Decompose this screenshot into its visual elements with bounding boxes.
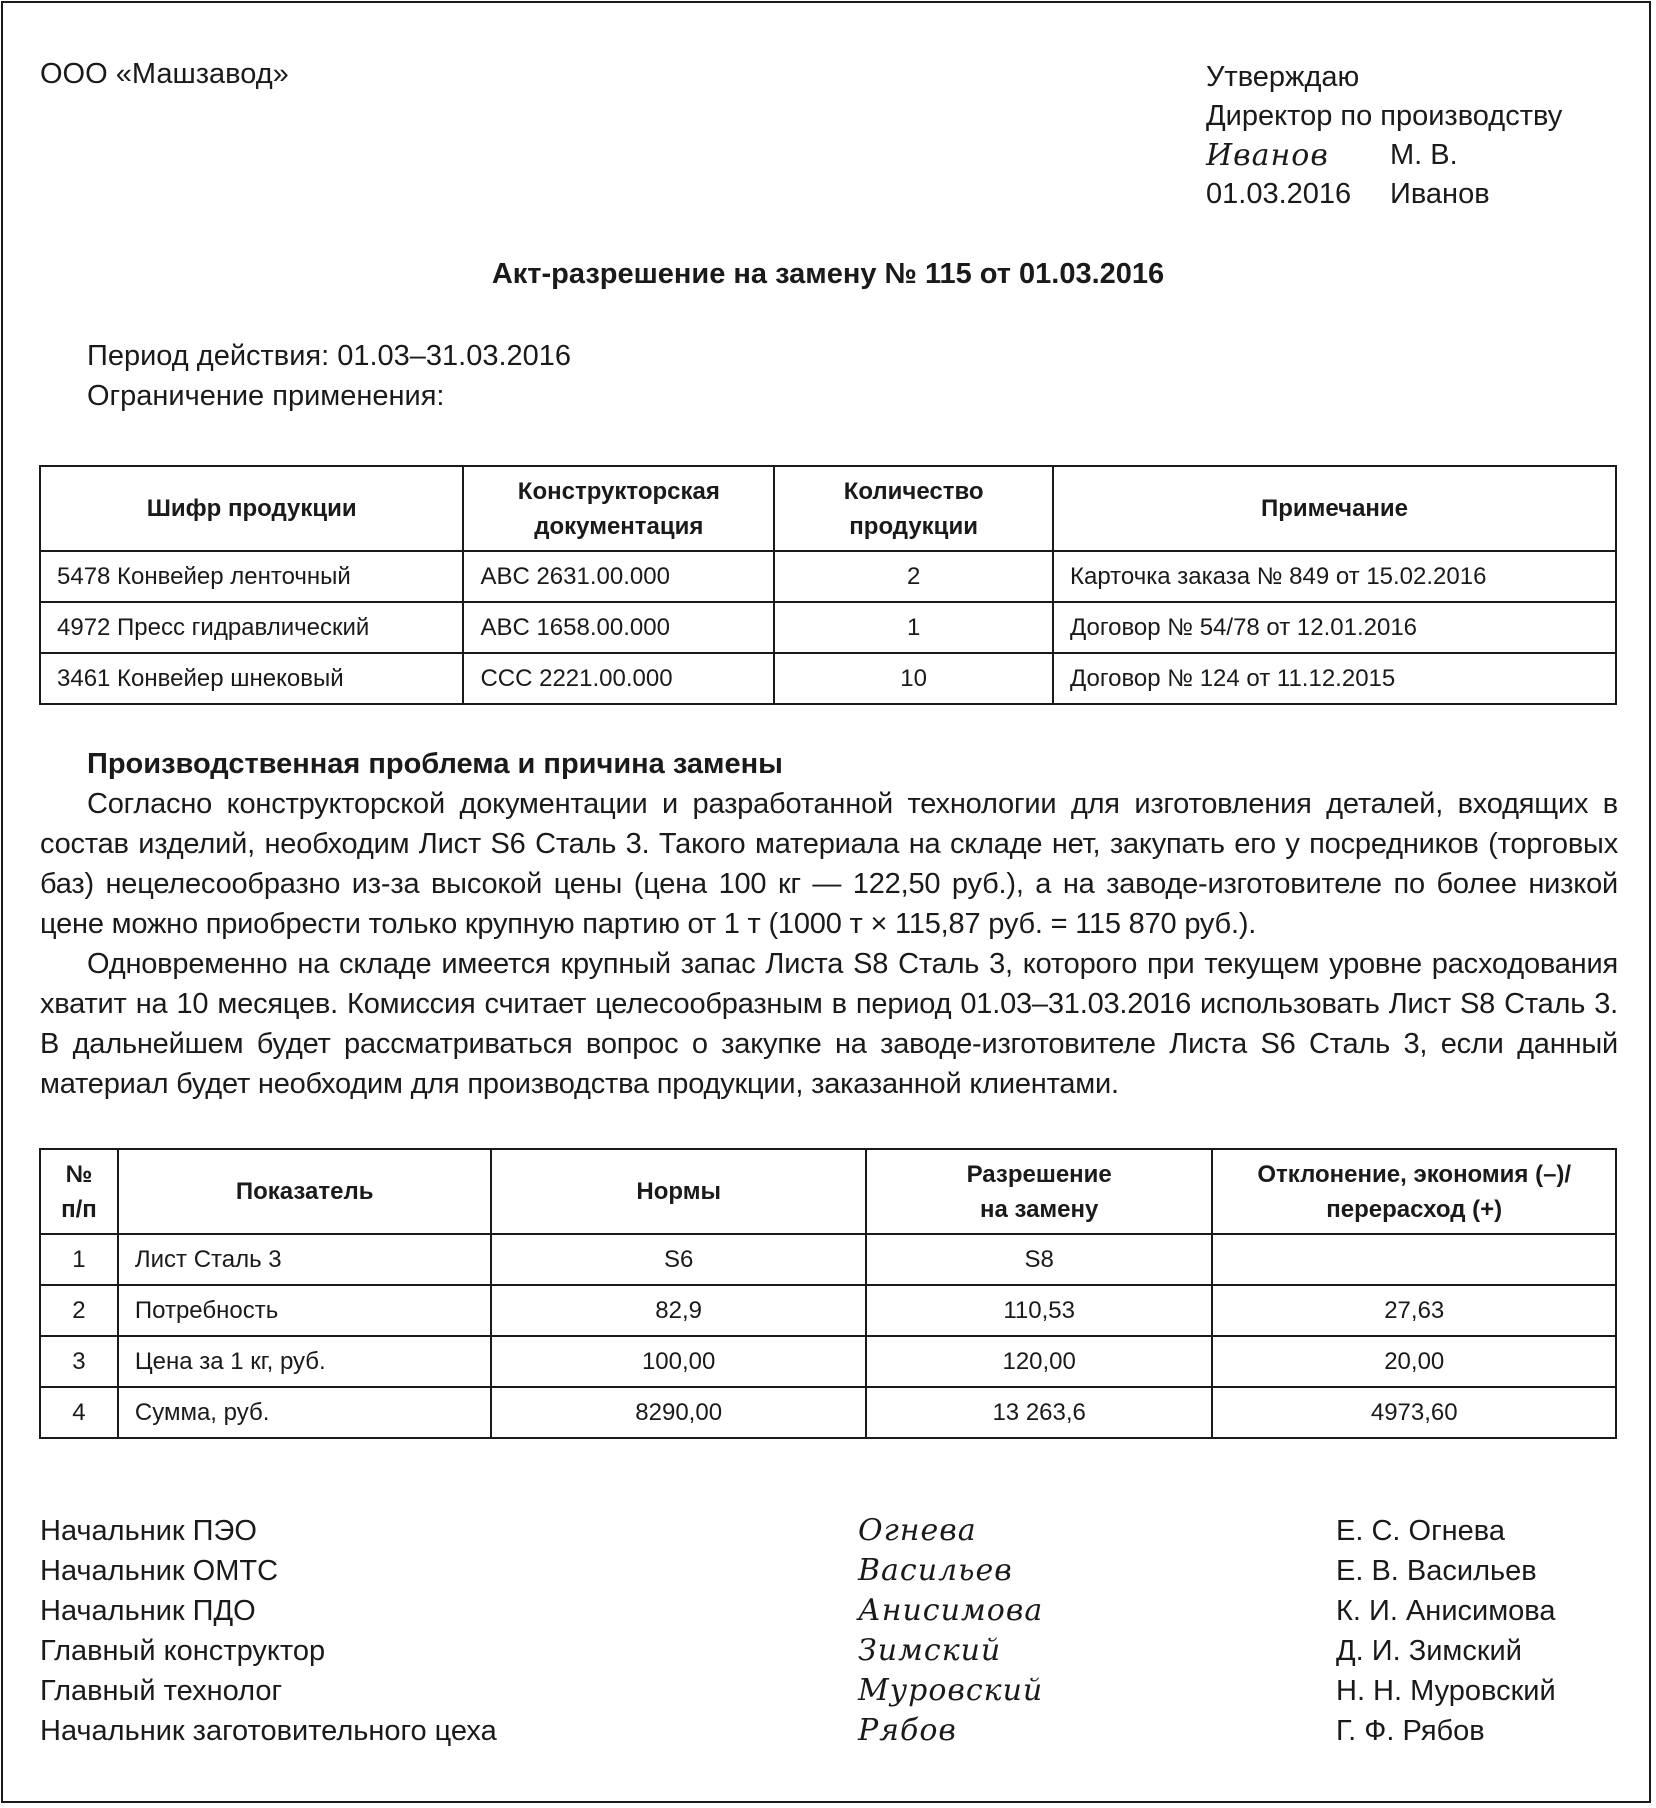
meta-block (87, 336, 571, 416)
deviation-cell: 27,63 (1212, 1285, 1616, 1336)
product-code-cell: 4972 Пресс гидравлический (40, 602, 463, 653)
norms-cell: 82,9 (491, 1285, 865, 1336)
permit-cell: 110,53 (866, 1285, 1213, 1336)
handwritten-signature: Анисимова (858, 1593, 1044, 1628)
approval-position: Директор по производству (1206, 100, 1563, 132)
norms-cell: 100,00 (491, 1336, 865, 1387)
signature-row (40, 1675, 1618, 1715)
signer-position: Начальник заготовительного цеха (40, 1715, 497, 1747)
problem-section (40, 744, 1618, 1104)
indicator-cell: Цена за 1 кг, руб. (118, 1336, 492, 1387)
signatures-block (40, 1515, 1618, 1755)
director-signature: Иванов (1206, 138, 1329, 173)
indicator-cell: Лист Сталь 3 (118, 1234, 492, 1285)
company-name: ООО «Машзавод» (40, 58, 289, 90)
header-design-docs: Конструкторская документация (463, 466, 774, 551)
handwritten-signature: Рябов (858, 1713, 957, 1748)
signature-row (40, 1715, 1618, 1755)
signer-name: Д. И. Зимский (1336, 1635, 1522, 1667)
signer-position: Начальник ОМТС (40, 1555, 279, 1587)
indicators-table (39, 1148, 1617, 1439)
signer-name: К. И. Анисимова (1336, 1595, 1556, 1627)
handwritten-signature: Зимский (858, 1633, 1002, 1668)
note-cell: Договор № 124 от 11.12.2015 (1053, 653, 1616, 704)
deviation-cell (1212, 1234, 1616, 1285)
row-number-cell: 1 (40, 1234, 118, 1285)
deviation-cell: 20,00 (1212, 1336, 1616, 1387)
header-product-code: Шифр продукции (40, 466, 463, 551)
quantity-cell: 2 (774, 551, 1053, 602)
table-row (40, 602, 1616, 653)
signer-name: Е. В. Васильев (1336, 1555, 1537, 1587)
approval-label: Утверждаю (1206, 61, 1360, 93)
row-number-cell: 3 (40, 1336, 118, 1387)
norms-cell: 8290,00 (491, 1387, 865, 1438)
signer-position: Главный конструктор (40, 1635, 326, 1667)
table-row (40, 1234, 1616, 1285)
table-row (40, 653, 1616, 704)
design-docs-cell: ABC 2631.00.000 (463, 551, 774, 602)
note-cell: Договор № 54/78 от 12.01.2016 (1053, 602, 1616, 653)
row-number-cell: 2 (40, 1285, 118, 1336)
permit-cell: 120,00 (866, 1336, 1213, 1387)
indicator-cell: Потребность (118, 1285, 492, 1336)
problem-paragraph: Согласно конструкторской документации и разработанной технологии для изготовления деталей, входящих в состав изделий, необходим Лист S6 Сталь 3. Такого материала на складе нет, закупать его у посредников (торговых баз) нецелесообразно из-за высокой цены (цена 100 кг — 122,50 руб.), а на заводе-изготовителе по более низкой цене можно приобрести только крупную партию от 1 т (1000 т × 115,87 руб. = 115 870 руб.). (40, 788, 1618, 940)
signer-position: Начальник ПДО (40, 1595, 256, 1627)
note-cell: Карточка заказа № 849 от 15.02.2016 (1053, 551, 1616, 602)
table-row (40, 551, 1616, 602)
director-name: М. В. Иванов (1390, 139, 1490, 210)
quantity-cell: 10 (774, 653, 1053, 704)
problem-heading: Производственная проблема и причина замены (87, 748, 783, 780)
signer-position: Начальник ПЭО (40, 1515, 257, 1547)
signature-row (40, 1635, 1618, 1675)
indicator-cell: Сумма, руб. (118, 1387, 492, 1438)
design-docs-cell: CCC 2221.00.000 (463, 653, 774, 704)
approval-date: 01.03.2016 (1206, 178, 1352, 210)
validity-period: Период действия: 01.03–31.03.2016 (87, 340, 572, 372)
product-code-cell: 5478 Конвейер ленточный (40, 551, 463, 602)
quantity-cell: 1 (774, 602, 1053, 653)
products-table (39, 465, 1617, 705)
header-quantity: Количество продукции (774, 466, 1053, 551)
signer-position: Главный технолог (40, 1675, 283, 1707)
document-title: Акт-разрешение на замену № 115 от 01.03.2016 (491, 258, 1165, 290)
header-indicator: Показатель (118, 1149, 492, 1234)
signature-row (40, 1515, 1618, 1555)
permit-cell: 13 263,6 (866, 1387, 1213, 1438)
signer-name: Е. С. Огнева (1336, 1515, 1506, 1547)
table-row (40, 1387, 1616, 1438)
header-note: Примечание (1053, 466, 1616, 551)
handwritten-signature: Муровский (858, 1673, 1044, 1708)
header-deviation: Отклонение, экономия (–)/ перерасход (+) (1212, 1149, 1616, 1234)
signature-row (40, 1555, 1618, 1595)
signature-row (40, 1595, 1618, 1635)
products-table-header (40, 466, 1616, 551)
product-code-cell: 3461 Конвейер шнековый (40, 653, 463, 704)
deviation-cell: 4973,60 (1212, 1387, 1616, 1438)
norms-cell: S6 (491, 1234, 865, 1285)
header-norms: Нормы (491, 1149, 865, 1234)
header-row-number: № п/п (40, 1149, 118, 1234)
approval-block (1206, 58, 1562, 214)
handwritten-signature: Огнева (858, 1513, 977, 1548)
permit-cell: S8 (866, 1234, 1213, 1285)
row-number-cell: 4 (40, 1387, 118, 1438)
indicators-table-header (40, 1149, 1616, 1234)
signer-name: Н. Н. Муровский (1336, 1675, 1556, 1707)
table-row (40, 1336, 1616, 1387)
header-permit: Разрешение на замену (866, 1149, 1213, 1234)
signer-name: Г. Ф. Рябов (1336, 1715, 1485, 1747)
application-restriction: Ограничение применения: (87, 380, 445, 412)
design-docs-cell: ABC 1658.00.000 (463, 602, 774, 653)
table-row (40, 1285, 1616, 1336)
problem-paragraph: Одновременно на складе имеется крупный запас Листа S8 Сталь 3, которого при текущем уровне расходования хватит на 10 месяцев. Комиссия считает целесообразным в период 01.03–31.03.2016 использовать Лист S8 Сталь 3. В дальнейшем будет рассматриваться вопрос о закупке на заводе-изготовителе Листа S6 Сталь 3, если данный материал будет необходим для производства продукции, заказанной клиентами. (40, 948, 1618, 1100)
handwritten-signature: Васильев (858, 1553, 1013, 1588)
